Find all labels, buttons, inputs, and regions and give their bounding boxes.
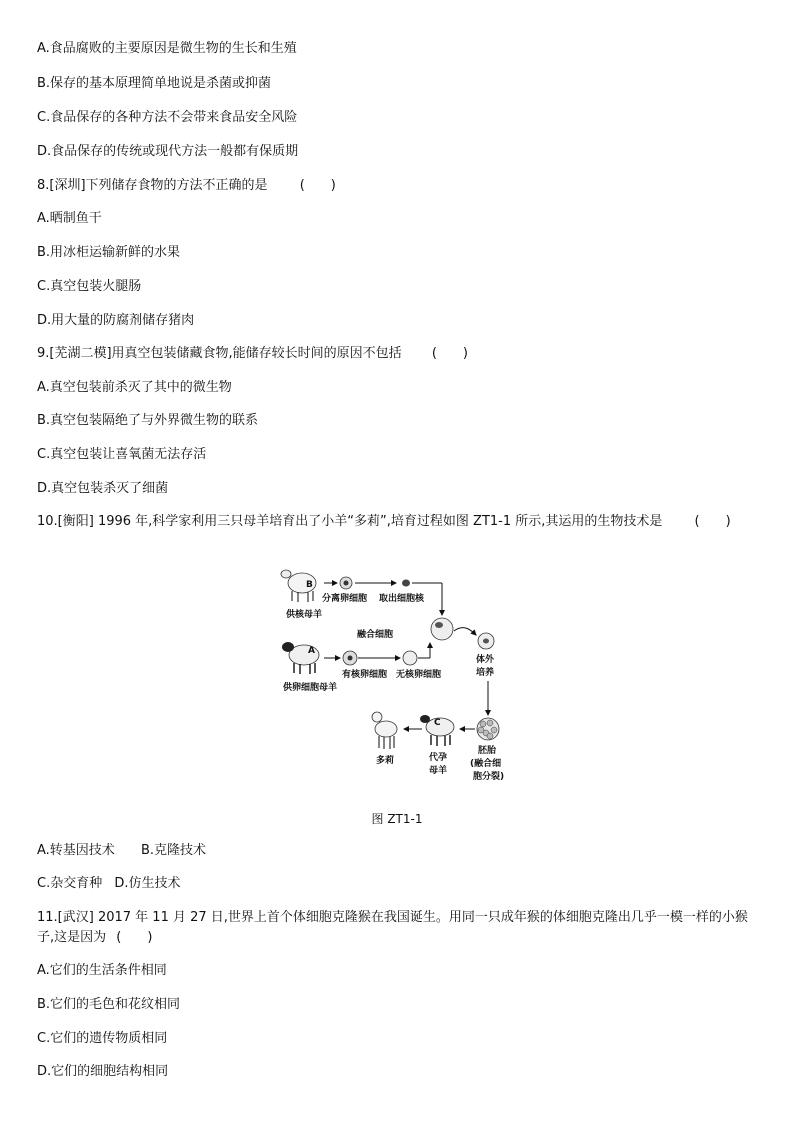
q9-option-d: D.真空包装杀灭了细菌 [37, 481, 169, 496]
q9-answer-blank: ( ) [431, 346, 468, 361]
fused-cell-icon [431, 618, 453, 640]
take-nucleus-label: 取出细胞核 [379, 594, 425, 604]
q8-option-d: D.用大量的防腐剂储存猪肉 [37, 313, 195, 328]
q11-option-c: C.它们的遗传物质相同 [37, 1031, 168, 1046]
surrogate-label-1: 代孕 [429, 753, 448, 763]
q11-answer-blank: ( ) [116, 930, 153, 945]
separate-egg-label: 分离卵细胞 [322, 594, 368, 604]
q11-option-d: D.它们的细胞结构相同 [37, 1064, 169, 1079]
q9-option-c: C.真空包装让喜氧菌无法存活 [37, 447, 207, 462]
q7-option-c: C.食品保存的各种方法不会带来食品安全风险 [37, 110, 298, 125]
q9-option-b: B.真空包装隔绝了与外界微生物的联系 [37, 413, 259, 428]
nucleus-icon [402, 580, 410, 587]
dolly-label: 多莉 [376, 756, 395, 766]
culture-label-1: 体外 [476, 655, 495, 665]
q10-option-b: B.克隆技术 [140, 843, 207, 858]
fuse-cell-label: 融合细胞 [357, 630, 394, 640]
q10-stem-text: 10.[衡阳] 1996 年,科学家利用三只母羊培育出了小羊“多莉”,培育过程如图 ZT1-1 所示,其运用的生物技术是 [37, 514, 663, 529]
q10-answer-blank: ( ) [694, 514, 731, 529]
embryo-label-1: 胚胎 [478, 746, 497, 756]
q10-option-a: A.转基因技术 [37, 843, 115, 858]
embryo-label-2: (融合细 [470, 759, 502, 769]
q9-stem-text: 9.[芜湖二模]用真空包装储藏食物,能储存较长时间的原因不包括 [37, 346, 402, 361]
label-c: C [434, 718, 441, 728]
q8-stem [37, 178, 336, 194]
nucleus-ewe-label: 供核母羊 [286, 610, 323, 620]
dolly-lamb-icon [372, 712, 397, 749]
q10-options-row-2 [37, 876, 181, 892]
enucleated-egg-icon [403, 651, 417, 665]
q8-option-a: A.晒制鱼干 [37, 211, 102, 226]
embryo-label-3: 胞分裂) [473, 772, 505, 782]
q11-option-b: B.它们的毛色和花纹相同 [37, 997, 181, 1012]
q11-stem-text: 11.[武汉] 2017 年 11 月 27 日,世界上首个体细胞克隆猴在我国诞生。用同一只成年猴的体细胞克隆出几乎一模一样的小猴子,这是因为 [37, 910, 748, 945]
q10-option-c: C.杂交育种 [37, 876, 103, 891]
q11-stem [37, 908, 759, 948]
q10-option-d: D.仿生技术 [114, 876, 181, 891]
nucleated-egg-icon [343, 651, 357, 665]
q10-stem [37, 512, 759, 532]
q7-option-d: D.食品保存的传统或现代方法一般都有保质期 [37, 144, 299, 159]
q10-options-row-1 [37, 843, 206, 859]
label-b: B [306, 580, 313, 590]
cultured-cell-icon [478, 633, 494, 649]
q9-option-a: A.真空包装前杀灭了其中的微生物 [37, 380, 232, 395]
q7-option-a: A.食品腐败的主要原因是微生物的生长和生殖 [37, 41, 297, 56]
culture-label-2: 培养 [476, 668, 495, 678]
cloning-process-figure [278, 565, 518, 795]
egg-ewe-label: 供卵细胞母羊 [283, 683, 338, 693]
q9-stem [37, 346, 468, 362]
q8-stem-text: 8.[深圳]下列储存食物的方法不正确的是 [37, 178, 268, 193]
embryo-icon [477, 718, 499, 740]
nucleated-egg-label: 有核卵细胞 [342, 670, 388, 680]
egg-cell-icon [340, 577, 352, 589]
enucleated-egg-label: 无核卵细胞 [396, 670, 442, 680]
q8-option-b: B.用冰柜运输新鲜的水果 [37, 245, 181, 260]
surrogate-label-2: 母羊 [429, 766, 448, 776]
q8-answer-blank: ( ) [299, 178, 336, 193]
figure-caption: 图 ZT1-1 [371, 812, 423, 826]
label-a: A [308, 646, 315, 656]
q8-option-c: C.真空包装火腿肠 [37, 279, 142, 294]
q7-option-b: B.保存的基本原理简单地说是杀菌或抑菌 [37, 76, 272, 91]
q11-option-a: A.它们的生活条件相同 [37, 963, 167, 978]
